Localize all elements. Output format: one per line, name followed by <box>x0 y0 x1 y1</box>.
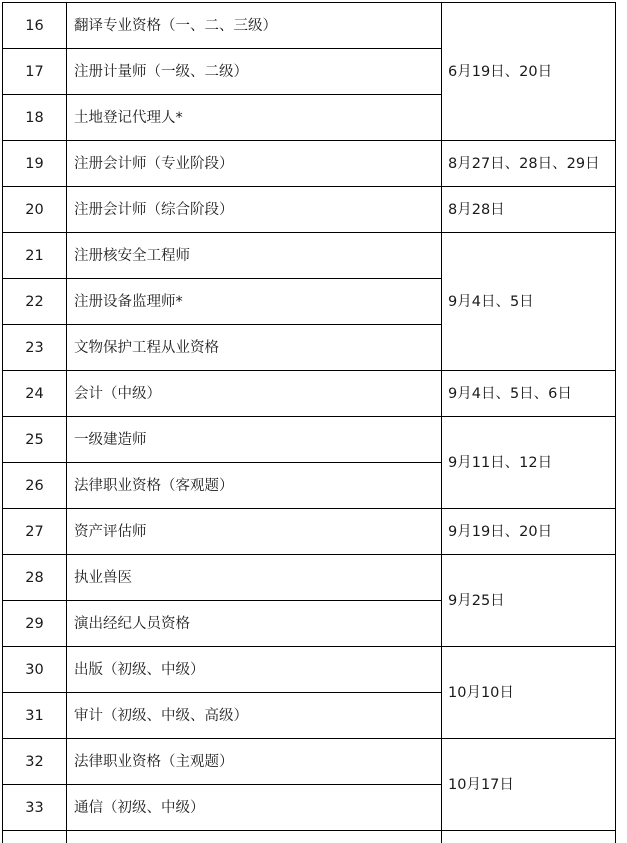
exam-name: 一级建造师 <box>67 417 442 463</box>
row-number: 20 <box>3 187 67 233</box>
exam-date: 9月4日、5日、6日 <box>442 371 616 417</box>
table-row <box>3 739 616 785</box>
exam-date: 9月25日 <box>442 555 616 647</box>
table-row <box>3 647 616 693</box>
exam-name: 资产评估师 <box>67 509 442 555</box>
exam-date: 10月10日 <box>442 647 616 739</box>
row-number: 26 <box>3 463 67 509</box>
exam-name: 注册计量师（一级、二级） <box>67 49 442 95</box>
row-number: 25 <box>3 417 67 463</box>
exam-schedule-table <box>2 2 616 843</box>
table-row <box>3 509 616 555</box>
table-row <box>3 555 616 601</box>
empty-cell <box>67 831 442 843</box>
row-number: 21 <box>3 233 67 279</box>
exam-name: 出版（初级、中级） <box>67 647 442 693</box>
exam-name: 文物保护工程从业资格 <box>67 325 442 371</box>
row-number: 32 <box>3 739 67 785</box>
table-row <box>3 141 616 187</box>
row-number: 29 <box>3 601 67 647</box>
table-body <box>3 3 616 843</box>
exam-name: 注册设备监理师* <box>67 279 442 325</box>
exam-date: 6月19日、20日 <box>442 3 616 141</box>
row-number: 22 <box>3 279 67 325</box>
row-number: 31 <box>3 693 67 739</box>
table-row <box>3 371 616 417</box>
table-row-cut-off <box>3 831 616 843</box>
row-number: 23 <box>3 325 67 371</box>
row-number: 27 <box>3 509 67 555</box>
exam-name: 会计（中级） <box>67 371 442 417</box>
exam-name: 翻译专业资格（一、二、三级） <box>67 3 442 49</box>
table-row <box>3 187 616 233</box>
exam-name: 执业兽医 <box>67 555 442 601</box>
exam-date: 10月17日 <box>442 739 616 831</box>
exam-name: 法律职业资格（客观题） <box>67 463 442 509</box>
exam-name: 注册会计师（专业阶段） <box>67 141 442 187</box>
row-number: 18 <box>3 95 67 141</box>
exam-date: 9月4日、5日 <box>442 233 616 371</box>
exam-date: 8月27日、28日、29日 <box>442 141 616 187</box>
exam-name: 土地登记代理人* <box>67 95 442 141</box>
row-number: 28 <box>3 555 67 601</box>
exam-date: 9月11日、12日 <box>442 417 616 509</box>
exam-name: 注册会计师（综合阶段） <box>67 187 442 233</box>
exam-name: 审计（初级、中级、高级） <box>67 693 442 739</box>
row-number: 19 <box>3 141 67 187</box>
exam-name: 演出经纪人员资格 <box>67 601 442 647</box>
row-number: 30 <box>3 647 67 693</box>
exam-name: 注册核安全工程师 <box>67 233 442 279</box>
row-number: 33 <box>3 785 67 831</box>
table-row <box>3 3 616 49</box>
empty-cell <box>3 831 67 843</box>
row-number: 16 <box>3 3 67 49</box>
table-row <box>3 417 616 463</box>
row-number: 17 <box>3 49 67 95</box>
empty-cell <box>442 831 616 843</box>
row-number: 24 <box>3 371 67 417</box>
exam-date: 8月28日 <box>442 187 616 233</box>
exam-date: 9月19日、20日 <box>442 509 616 555</box>
exam-name: 通信（初级、中级） <box>67 785 442 831</box>
table-row <box>3 233 616 279</box>
exam-name: 法律职业资格（主观题） <box>67 739 442 785</box>
